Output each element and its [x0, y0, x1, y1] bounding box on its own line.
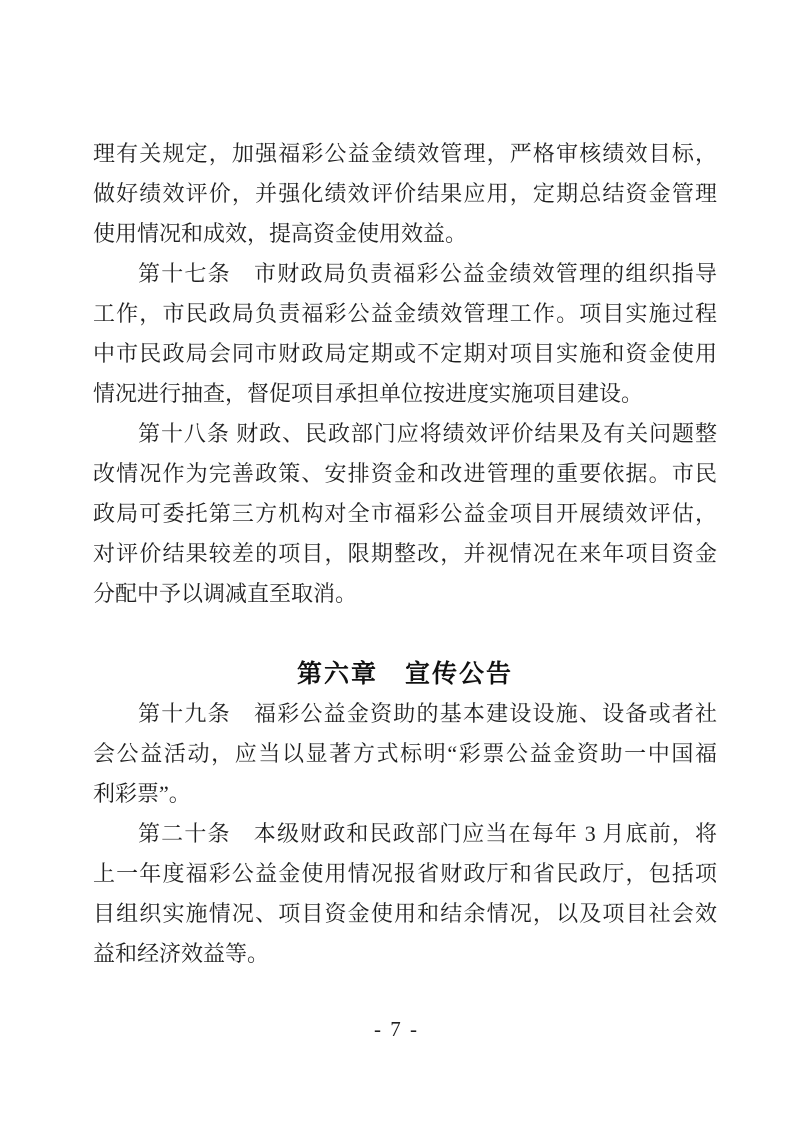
- paragraph: [93, 134, 717, 254]
- page-number: - 7 -: [374, 1017, 419, 1041]
- text-line: 改情况作为完善政策、安排资金和改进管理的重要依据。市民: [93, 461, 717, 486]
- paragraph: [93, 814, 717, 974]
- text-line: 上一年度福彩公益金使用情况报省财政厅和省民政厅，包括项: [93, 861, 717, 886]
- text-line: 使用情况和成效，提高资金使用效益。: [93, 221, 468, 246]
- text-line: 政局可委托第三方机构对全市福彩公益金项目开展绩效评估，: [93, 501, 717, 526]
- text-line: 情况进行抽查，督促项目承担单位按进度实施项目建设。: [93, 381, 644, 406]
- text-line: 利彩票”。: [93, 781, 191, 806]
- text-line: 理有关规定，加强福彩公益金绩效管理，严格审核绩效目标，: [93, 141, 717, 166]
- text-line: 第十九条 福彩公益金资助的基本建设设施、设备或者社: [138, 701, 717, 726]
- text-line: 会公益活动，应当以显著方式标明“彩票公益金资助一中国福: [93, 741, 717, 766]
- text-line: 中市民政局会同市财政局定期或不定期对项目实施和资金使用: [93, 341, 717, 366]
- paragraph: [93, 414, 717, 614]
- text-line: 第十七条 市财政局负责福彩公益金绩效管理的组织指导: [138, 261, 717, 286]
- text-line: 做好绩效评价，并强化绩效评价结果应用，定期总结资金管理: [93, 181, 717, 206]
- chapter-heading: 第六章 宣传公告: [296, 660, 513, 688]
- text-line: 第十八条 财政、民政部门应将绩效评价结果及有关问题整: [138, 421, 717, 446]
- document-body: [93, 134, 717, 974]
- paragraph: [93, 254, 717, 414]
- text-line: 工作，市民政局负责福彩公益金绩效管理工作。项目实施过程: [93, 301, 717, 326]
- text-line: 分配中予以调减直至取消。: [93, 581, 358, 606]
- paragraph: [93, 694, 717, 814]
- text-line: 对评价结果较差的项目，限期整改，并视情况在来年项目资金: [93, 541, 717, 566]
- text-line: 第二十条 本级财政和民政部门应当在每年 3 月底前，将: [138, 821, 717, 846]
- text-line: 益和经济效益等。: [93, 941, 270, 966]
- text-line: 目组织实施情况、项目资金使用和结余情况，以及项目社会效: [93, 901, 717, 926]
